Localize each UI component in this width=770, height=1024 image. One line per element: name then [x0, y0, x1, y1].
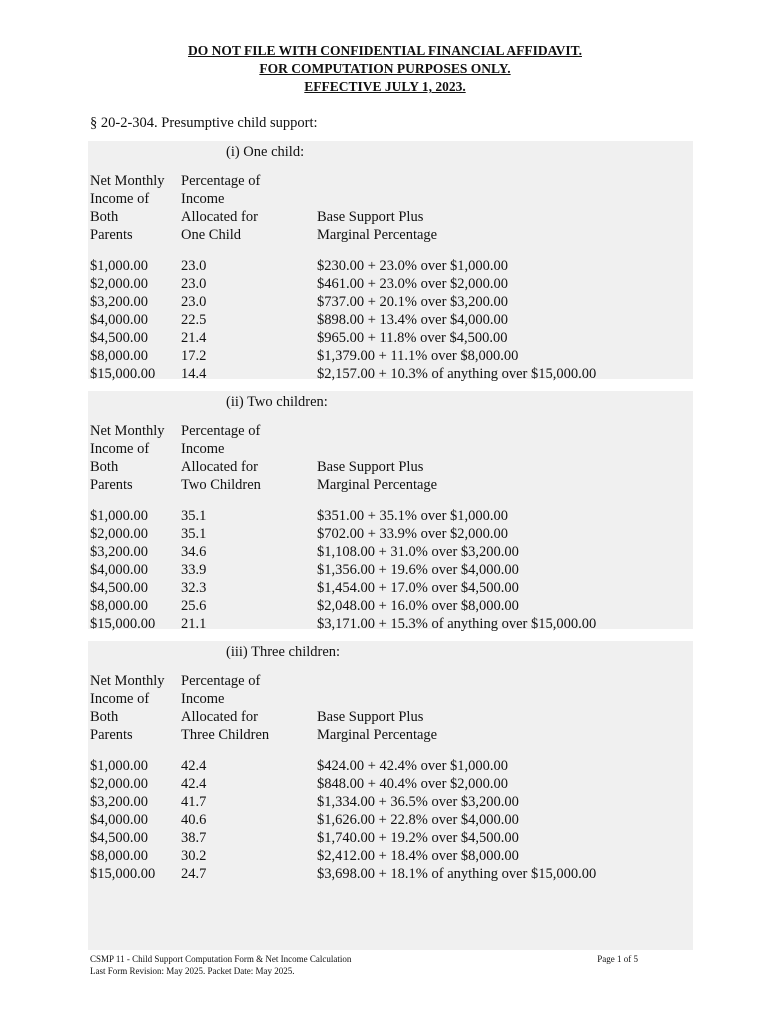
- percentage-header-line: Allocated for: [181, 209, 258, 225]
- table-row: [88, 757, 693, 775]
- income-cell: $2,000.00: [90, 276, 148, 292]
- section-title: (iii) Three children:: [226, 644, 341, 660]
- income-cell: $1,000.00: [90, 508, 148, 524]
- base-support-cell: $1,454.00 + 17.0% over $4,500.00: [317, 580, 519, 596]
- income-header-line: Parents: [90, 227, 133, 243]
- base-support-cell: $2,412.00 + 18.4% over $8,000.00: [317, 848, 519, 864]
- table-row: [88, 597, 693, 615]
- percentage-cell: 34.6: [181, 544, 207, 560]
- base-support-column-header: [317, 458, 437, 494]
- percentage-header-line: Income: [181, 191, 225, 207]
- base-support-header-line: Base Support Plus: [317, 209, 424, 225]
- base-support-cell: $848.00 + 40.4% over $2,000.00: [317, 776, 509, 792]
- income-cell: $2,000.00: [90, 776, 148, 792]
- table-row: [88, 293, 693, 311]
- base-support-header-line: Marginal Percentage: [317, 477, 438, 493]
- income-header-line: Income of: [90, 691, 150, 707]
- table-row: [88, 507, 693, 525]
- percentage-cell: 23.0: [181, 276, 207, 292]
- income-cell: $4,500.00: [90, 330, 148, 346]
- base-support-cell: $965.00 + 11.8% over $4,500.00: [317, 330, 508, 346]
- base-support-cell: $351.00 + 35.1% over $1,000.00: [317, 508, 509, 524]
- header-line-1: DO NOT FILE WITH CONFIDENTIAL FINANCIAL AFFIDAVIT.: [188, 43, 582, 58]
- percentage-cell: 17.2: [181, 348, 207, 364]
- base-support-cell: $1,356.00 + 19.6% over $4,000.00: [317, 562, 519, 578]
- income-cell: $3,200.00: [90, 294, 148, 310]
- support-rows: [88, 757, 693, 883]
- income-cell: $2,000.00: [90, 526, 148, 542]
- percentage-column-header: [181, 172, 260, 244]
- income-cell: $15,000.00: [90, 366, 156, 382]
- support-rows: [88, 507, 693, 633]
- base-support-cell: $898.00 + 13.4% over $4,000.00: [317, 312, 509, 328]
- income-cell: $4,000.00: [90, 812, 148, 828]
- table-row: [88, 257, 693, 275]
- income-cell: $4,500.00: [90, 580, 148, 596]
- income-header-line: Both: [90, 709, 119, 725]
- table-row: [88, 311, 693, 329]
- income-cell: $4,500.00: [90, 830, 148, 846]
- base-support-cell: $737.00 + 20.1% over $3,200.00: [317, 294, 509, 310]
- base-support-cell: $1,740.00 + 19.2% over $4,500.00: [317, 830, 519, 846]
- table-row: [88, 329, 693, 347]
- percentage-header-line: Income: [181, 691, 225, 707]
- header-line-3: EFFECTIVE JULY 1, 2023.: [304, 79, 466, 94]
- income-header-line: Income of: [90, 191, 150, 207]
- support-section-1: [88, 141, 693, 382]
- base-support-cell: $1,108.00 + 31.0% over $3,200.00: [317, 544, 519, 560]
- percentage-cell: 41.7: [181, 794, 207, 810]
- table-row: [88, 829, 693, 847]
- table-row: [88, 811, 693, 829]
- base-support-cell: $3,698.00 + 18.1% of anything over $15,000.00: [317, 866, 597, 882]
- percentage-header-line: Percentage of: [181, 173, 261, 189]
- header-line-2: FOR COMPUTATION PURPOSES ONLY.: [259, 61, 511, 76]
- percentage-cell: 21.1: [181, 616, 207, 632]
- table-row: [88, 847, 693, 865]
- income-cell: $8,000.00: [90, 598, 148, 614]
- page-footer: [90, 953, 638, 977]
- percentage-cell: 24.7: [181, 866, 207, 882]
- income-column-header: [90, 672, 165, 744]
- percentage-cell: 35.1: [181, 508, 207, 524]
- support-rows: [88, 257, 693, 383]
- support-section-2: [88, 391, 693, 632]
- income-cell: $15,000.00: [90, 616, 156, 632]
- table-row: [88, 347, 693, 365]
- percentage-header-line: One Child: [181, 227, 242, 243]
- base-support-cell: $424.00 + 42.4% over $1,000.00: [317, 758, 509, 774]
- income-header-line: Both: [90, 459, 119, 475]
- income-column-header: [90, 172, 165, 244]
- base-support-cell: $2,048.00 + 16.0% over $8,000.00: [317, 598, 519, 614]
- section-title: (i) One child:: [226, 144, 305, 160]
- percentage-cell: 14.4: [181, 366, 207, 382]
- page-number: Page 1 of 5: [597, 954, 638, 964]
- table-row: [88, 543, 693, 561]
- percentage-header-line: Allocated for: [181, 459, 258, 475]
- income-header-line: Income of: [90, 441, 150, 457]
- percentage-header-line: Two Children: [181, 477, 261, 493]
- base-support-cell: $1,379.00 + 11.1% over $8,000.00: [317, 348, 519, 364]
- base-support-header-line: Base Support Plus: [317, 709, 424, 725]
- income-cell: $8,000.00: [90, 348, 148, 364]
- percentage-cell: 30.2: [181, 848, 207, 864]
- percentage-column-header: [181, 422, 261, 494]
- document-header: [0, 42, 770, 96]
- income-cell: $4,000.00: [90, 562, 148, 578]
- percentage-cell: 21.4: [181, 330, 207, 346]
- percentage-cell: 32.3: [181, 580, 207, 596]
- income-cell: $3,200.00: [90, 794, 148, 810]
- percentage-cell: 42.4: [181, 758, 207, 774]
- percentage-cell: 23.0: [181, 294, 207, 310]
- income-cell: $1,000.00: [90, 758, 148, 774]
- table-row: [88, 579, 693, 597]
- support-section-3: [88, 641, 693, 950]
- section-title: (ii) Two children:: [226, 394, 328, 410]
- base-support-column-header: [317, 708, 437, 744]
- income-header-line: Parents: [90, 477, 133, 493]
- base-support-cell: $461.00 + 23.0% over $2,000.00: [317, 276, 509, 292]
- table-row: [88, 775, 693, 793]
- base-support-cell: $3,171.00 + 15.3% of anything over $15,000.00: [317, 616, 597, 632]
- base-support-header-line: Marginal Percentage: [317, 727, 438, 743]
- table-row: [88, 365, 693, 383]
- table-row: [88, 525, 693, 543]
- percentage-cell: 25.6: [181, 598, 207, 614]
- income-header-line: Parents: [90, 727, 133, 743]
- base-support-header-line: Marginal Percentage: [317, 227, 438, 243]
- percentage-header-line: Three Children: [181, 727, 270, 743]
- percentage-cell: 38.7: [181, 830, 207, 846]
- percentage-cell: 42.4: [181, 776, 207, 792]
- percentage-cell: 23.0: [181, 258, 207, 274]
- income-header-line: Net Monthly: [90, 673, 165, 689]
- percentage-header-line: Percentage of: [181, 673, 261, 689]
- income-cell: $3,200.00: [90, 544, 148, 560]
- base-support-cell: $1,334.00 + 36.5% over $3,200.00: [317, 794, 519, 810]
- statute-heading: § 20-2-304. Presumptive child support:: [90, 115, 318, 131]
- base-support-header-line: Base Support Plus: [317, 459, 424, 475]
- table-row: [88, 561, 693, 579]
- base-support-cell: $1,626.00 + 22.8% over $4,000.00: [317, 812, 519, 828]
- percentage-cell: 33.9: [181, 562, 207, 578]
- percentage-header-line: Percentage of: [181, 423, 261, 439]
- table-row: [88, 793, 693, 811]
- income-cell: $8,000.00: [90, 848, 148, 864]
- income-header-line: Net Monthly: [90, 423, 165, 439]
- income-cell: $15,000.00: [90, 866, 156, 882]
- income-cell: $4,000.00: [90, 312, 148, 328]
- income-column-header: [90, 422, 165, 494]
- percentage-column-header: [181, 672, 269, 744]
- footer-form-title: CSMP 11 - Child Support Computation Form & Net Income Calculation: [90, 954, 352, 964]
- percentage-cell: 35.1: [181, 526, 207, 542]
- table-row: [88, 615, 693, 633]
- percentage-header-line: Allocated for: [181, 709, 258, 725]
- income-header-line: Net Monthly: [90, 173, 165, 189]
- table-row: [88, 865, 693, 883]
- table-row: [88, 275, 693, 293]
- percentage-cell: 40.6: [181, 812, 207, 828]
- footer-revision: Last Form Revision: May 2025. Packet Date: May 2025.: [90, 966, 295, 976]
- base-support-cell: $2,157.00 + 10.3% of anything over $15,000.00: [317, 366, 597, 382]
- percentage-header-line: Income: [181, 441, 225, 457]
- income-cell: $1,000.00: [90, 258, 148, 274]
- percentage-cell: 22.5: [181, 312, 207, 328]
- base-support-column-header: [317, 208, 437, 244]
- base-support-cell: $230.00 + 23.0% over $1,000.00: [317, 258, 509, 274]
- income-header-line: Both: [90, 209, 119, 225]
- base-support-cell: $702.00 + 33.9% over $2,000.00: [317, 526, 509, 542]
